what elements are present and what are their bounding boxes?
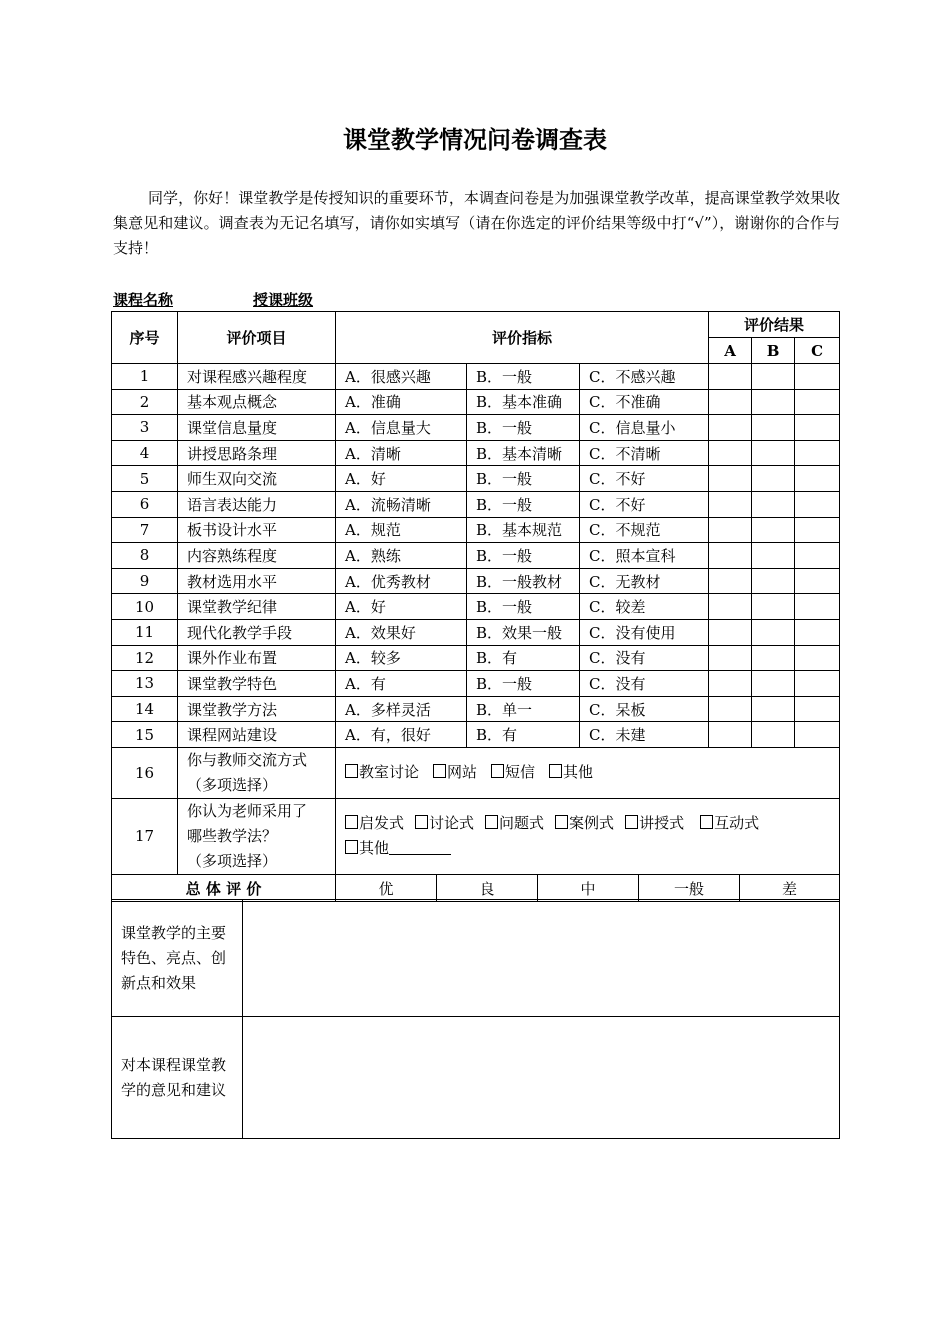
result-cell-b[interactable] [752, 543, 795, 569]
q16-options [336, 747, 840, 798]
option-a: A．熟练 [336, 543, 467, 569]
q17-option[interactable]: 启发式 [345, 811, 404, 836]
table-row [112, 389, 840, 415]
result-cell-b[interactable] [752, 491, 795, 517]
row-item: 课堂教学方法 [178, 696, 336, 722]
header-result: 评价结果 [709, 312, 840, 338]
q17-option-other[interactable]: 其他 [345, 836, 451, 861]
q16-item [178, 747, 336, 798]
option-a: A．有 [336, 671, 467, 697]
option-b: B．基本规范 [467, 517, 580, 543]
option-b: B．有 [467, 722, 580, 748]
row-no: 15 [112, 722, 178, 748]
q16-option[interactable]: 其他 [549, 760, 593, 785]
option-a: A．效果好 [336, 619, 467, 645]
result-cell-a[interactable] [709, 415, 752, 441]
header-item: 评价项目 [178, 312, 336, 364]
result-cell-b[interactable] [752, 671, 795, 697]
page-title: 课堂教学情况问卷调查表 [343, 125, 607, 154]
q17-option[interactable]: 讲授式 [625, 811, 684, 836]
q16-item-line1: 你与教师交流方式 [187, 750, 308, 769]
row-no: 4 [112, 440, 178, 466]
result-cell-c[interactable] [795, 491, 840, 517]
result-cell-b[interactable] [752, 645, 795, 671]
option-a: A．较多 [336, 645, 467, 671]
header-grade-b: B [752, 338, 795, 364]
row-no: 3 [112, 415, 178, 441]
option-b: B．效果一般 [467, 619, 580, 645]
q17-item-line3: （多项选择） [187, 851, 278, 870]
row-no: 5 [112, 466, 178, 492]
table-row [112, 491, 840, 517]
grade-cell[interactable]: 优 [336, 875, 437, 902]
result-cell-b[interactable] [752, 594, 795, 620]
result-cell-a[interactable] [709, 543, 752, 569]
row-item: 教材选用水平 [178, 568, 336, 594]
comment-label-features: 课堂教学的主要特色、亮点、创新点和效果 [112, 900, 243, 1017]
table-row [112, 594, 840, 620]
result-cell-c[interactable] [795, 517, 840, 543]
result-cell-b[interactable] [752, 389, 795, 415]
table-row [112, 568, 840, 594]
row-item: 语言表达能力 [178, 491, 336, 517]
option-b: B．一般 [467, 543, 580, 569]
result-cell-c[interactable] [795, 696, 840, 722]
result-cell-a[interactable] [709, 466, 752, 492]
result-cell-a[interactable] [709, 619, 752, 645]
option-a: A．有，很好 [336, 722, 467, 748]
q16-item-line2: （多项选择） [187, 775, 278, 794]
option-a: A．多样灵活 [336, 696, 467, 722]
result-cell-b[interactable] [752, 466, 795, 492]
checkbox-icon[interactable] [491, 764, 504, 778]
option-c: C．不清晰 [580, 440, 709, 466]
row-item: 师生双向交流 [178, 466, 336, 492]
table-row [112, 645, 840, 671]
table-row [112, 415, 840, 441]
option-a: A．流畅清晰 [336, 491, 467, 517]
checkbox-icon[interactable] [625, 815, 638, 829]
header-grade-a: A [709, 338, 752, 364]
overall-label: 总 体 评 价 [112, 875, 336, 902]
q17-option[interactable]: 案例式 [555, 811, 614, 836]
row-item: 对课程感兴趣程度 [178, 364, 336, 390]
result-cell-c[interactable] [795, 568, 840, 594]
grade-cell[interactable]: 中 [538, 875, 639, 902]
option-c: C．较差 [580, 594, 709, 620]
q17-option[interactable]: 讨论式 [415, 811, 474, 836]
course-meta [113, 289, 313, 310]
q17-item-line2: 哪些教学法？ [187, 826, 278, 845]
row-item: 内容熟练程度 [178, 543, 336, 569]
result-cell-c[interactable] [795, 594, 840, 620]
result-cell-a[interactable] [709, 696, 752, 722]
result-cell-a[interactable] [709, 389, 752, 415]
checkbox-icon[interactable] [485, 815, 498, 829]
row-no: 9 [112, 568, 178, 594]
q17-option[interactable]: 问题式 [485, 811, 544, 836]
result-cell-a[interactable] [709, 517, 752, 543]
checkbox-icon[interactable] [555, 815, 568, 829]
row-item: 基本观点概念 [178, 389, 336, 415]
checkbox-icon[interactable] [345, 815, 358, 829]
option-a: A．准确 [336, 389, 467, 415]
q17-item-line1: 你认为老师采用了 [187, 801, 308, 820]
result-cell-a[interactable] [709, 364, 752, 390]
row-no: 13 [112, 671, 178, 697]
result-cell-b[interactable] [752, 696, 795, 722]
option-c: C．没有 [580, 671, 709, 697]
option-a: A．很感兴趣 [336, 364, 467, 390]
row-no: 14 [112, 696, 178, 722]
row-item: 课堂教学特色 [178, 671, 336, 697]
q17-no: 17 [112, 798, 178, 874]
checkbox-icon[interactable] [415, 815, 428, 829]
result-cell-c[interactable] [795, 671, 840, 697]
option-c: C．没有使用 [580, 619, 709, 645]
evaluation-table [111, 311, 840, 875]
option-b: B．一般 [467, 466, 580, 492]
result-cell-a[interactable] [709, 568, 752, 594]
row-item: 现代化教学手段 [178, 619, 336, 645]
result-cell-a[interactable] [709, 440, 752, 466]
row-no: 1 [112, 364, 178, 390]
option-c: C．信息量小 [580, 415, 709, 441]
class-label: 授课班级 [253, 291, 314, 309]
option-a: A．规范 [336, 517, 467, 543]
result-cell-a[interactable] [709, 491, 752, 517]
q16-option[interactable]: 教室讨论 [345, 760, 419, 785]
option-c: C．无教材 [580, 568, 709, 594]
option-c: C．不感兴趣 [580, 364, 709, 390]
q16-option[interactable]: 网站 [433, 760, 477, 785]
row-no: 2 [112, 389, 178, 415]
row-item: 板书设计水平 [178, 517, 336, 543]
option-c: C．不规范 [580, 517, 709, 543]
checkbox-icon[interactable] [433, 764, 446, 778]
q17-option[interactable]: 互动式 [700, 811, 759, 836]
header-no: 序号 [112, 312, 178, 364]
result-cell-c[interactable] [795, 466, 840, 492]
checkbox-icon[interactable] [345, 840, 358, 854]
result-cell-c[interactable] [795, 440, 840, 466]
result-cell-a[interactable] [709, 594, 752, 620]
q16-option[interactable]: 短信 [491, 760, 535, 785]
option-b: B．一般 [467, 415, 580, 441]
option-b: B．一般 [467, 671, 580, 697]
row-item: 课堂信息量度 [178, 415, 336, 441]
row-item: 课堂教学纪律 [178, 594, 336, 620]
table-row [112, 466, 840, 492]
result-cell-b[interactable] [752, 440, 795, 466]
row-item: 课外作业布置 [178, 645, 336, 671]
overall-rating-table [111, 874, 840, 902]
checkbox-icon[interactable] [345, 764, 358, 778]
option-b: B．一般教材 [467, 568, 580, 594]
option-b: B．基本准确 [467, 389, 580, 415]
table-row [112, 517, 840, 543]
result-cell-a[interactable] [709, 722, 752, 748]
option-c: C．未建 [580, 722, 709, 748]
grade-cell[interactable]: 一般 [639, 875, 740, 902]
checkbox-icon[interactable] [700, 815, 713, 829]
row-no: 6 [112, 491, 178, 517]
row-item: 讲授思路条理 [178, 440, 336, 466]
result-cell-a[interactable] [709, 645, 752, 671]
option-a: A．清晰 [336, 440, 467, 466]
header-grade-c: C [795, 338, 840, 364]
result-cell-b[interactable] [752, 619, 795, 645]
intro-paragraph: 同学，你好！课堂教学是传授知识的重要环节，本调查问卷是为加强课堂教学改革，提高课堂教学效果收集意见和建议。调查表为无记名填写，请你如实填写（请在你选定的评价结果等级中打“√”），谢谢你的合作与支持！ [113, 189, 840, 257]
other-fill-blank[interactable] [389, 840, 451, 855]
option-c: C．不准确 [580, 389, 709, 415]
option-c: C．没有 [580, 645, 709, 671]
row-no: 7 [112, 517, 178, 543]
table-row [112, 440, 840, 466]
grade-cell[interactable]: 良 [437, 875, 538, 902]
row-no: 8 [112, 543, 178, 569]
row-item: 课程网站建设 [178, 722, 336, 748]
checkbox-icon[interactable] [549, 764, 562, 778]
option-c: C．不好 [580, 491, 709, 517]
result-cell-c[interactable] [795, 619, 840, 645]
comment-label-suggestions: 对本课程课堂教学的意见和建议 [112, 1017, 243, 1139]
result-cell-c[interactable] [795, 543, 840, 569]
row-no: 10 [112, 594, 178, 620]
table-row [112, 619, 840, 645]
option-b: B．单一 [467, 696, 580, 722]
result-cell-b[interactable] [752, 722, 795, 748]
q17-item [178, 798, 336, 874]
option-c: C．不好 [580, 466, 709, 492]
result-cell-a[interactable] [709, 671, 752, 697]
result-cell-c[interactable] [795, 722, 840, 748]
result-cell-b[interactable] [752, 415, 795, 441]
q17-options [336, 798, 840, 874]
table-row [112, 722, 840, 748]
option-c: C．照本宣科 [580, 543, 709, 569]
option-b: B．一般 [467, 594, 580, 620]
option-c: C．呆板 [580, 696, 709, 722]
result-cell-c[interactable] [795, 389, 840, 415]
course-name-label: 课程名称 [113, 291, 174, 309]
q16-no: 16 [112, 747, 178, 798]
option-a: A．好 [336, 466, 467, 492]
table-row [112, 543, 840, 569]
option-b: B．一般 [467, 491, 580, 517]
comment-field-suggestions[interactable] [243, 1017, 840, 1139]
option-b: B．基本清晰 [467, 440, 580, 466]
result-cell-c[interactable] [795, 645, 840, 671]
option-a: A．好 [336, 594, 467, 620]
table-row [112, 696, 840, 722]
table-row [112, 671, 840, 697]
grade-cell[interactable]: 差 [740, 875, 840, 902]
option-a: A．优秀教材 [336, 568, 467, 594]
comment-field-features[interactable] [243, 900, 840, 1017]
result-cell-b[interactable] [752, 364, 795, 390]
result-cell-c[interactable] [795, 415, 840, 441]
option-b: B．一般 [467, 364, 580, 390]
row-no: 12 [112, 645, 178, 671]
header-indicator: 评价指标 [336, 312, 709, 364]
option-b: B．有 [467, 645, 580, 671]
result-cell-b[interactable] [752, 517, 795, 543]
comment-table [111, 899, 840, 1139]
option-a: A．信息量大 [336, 415, 467, 441]
result-cell-c[interactable] [795, 364, 840, 390]
table-row [112, 364, 840, 390]
row-no: 11 [112, 619, 178, 645]
result-cell-b[interactable] [752, 568, 795, 594]
